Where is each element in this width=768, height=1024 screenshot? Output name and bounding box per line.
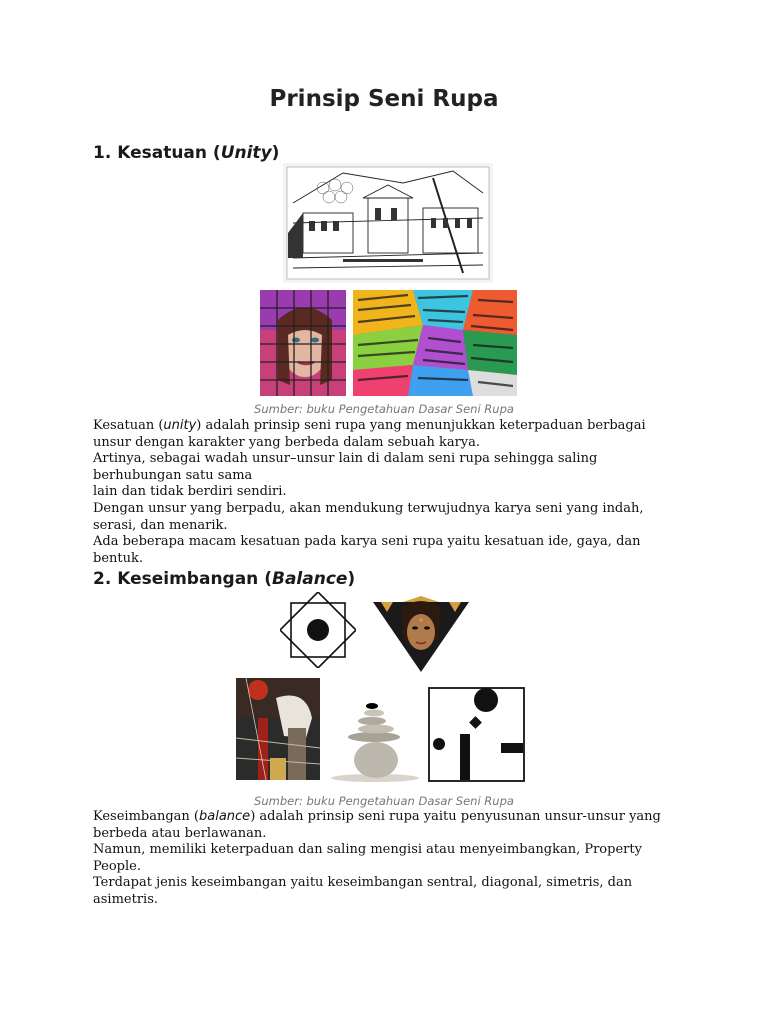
- page-title: Prinsip Seni Rupa: [269, 86, 499, 112]
- central-balance-image: [280, 592, 356, 668]
- unity-sketch-image: [283, 163, 493, 283]
- figure-caption-unity: Sumber: buku Pengetahuan Dasar Seni Rupa: [254, 402, 514, 416]
- colorful-zebras-image: [353, 290, 517, 396]
- paragraph-intro: Keseimbangan (balance) adalah prinsip seni rupa yaitu penyusunan unsur-unsur yang berbeda atau berlawanan.: [93, 809, 661, 841]
- diagonal-painting-image: [236, 678, 320, 780]
- paragraph-line: Terdapat jenis keseimbangan yaitu keseimbangan sentral, diagonal, simetris, dan asimetris.: [93, 875, 633, 907]
- symmetric-face-image: [373, 596, 469, 672]
- figure-caption-balance: Sumber: buku Pengetahuan Dasar Seni Rupa: [254, 794, 514, 808]
- paragraph-line: Dengan unsur yang berpadu, akan mendukung terwujudnya karya seni yang indah, serasi, dan menarik.: [93, 500, 644, 533]
- stacked-stones-image: [330, 700, 420, 782]
- section-heading-unity: 1. Kesatuan (Unity): [93, 143, 280, 163]
- section-body-balance: [93, 809, 683, 909]
- paragraph-line: Artinya, sebagai wadah unsur–unsur lain di dalam seni rupa sehingga saling berhubungan satu sama: [93, 451, 598, 483]
- section-heading-balance: 2. Keseimbangan (Balance): [93, 569, 356, 589]
- paragraph-intro: Kesatuan (unity) adalah prinsip seni rupa yang menunjukkan keterpaduan berbagai unsur dengan karakter yang berbeda dalam sebuah karya.: [93, 418, 646, 450]
- section-body-unity: [93, 418, 683, 567]
- asymmetric-balance-image: [428, 687, 525, 782]
- paragraph-line: Namun, memiliki keterpaduan dan saling mengisi atau menyeimbangkan, Property People.: [93, 842, 642, 874]
- paragraph-line: lain dan tidak berdiri sendiri.: [93, 484, 287, 500]
- grid-portrait-image: [260, 290, 346, 396]
- paragraph-line: Ada beberapa macam kesatuan pada karya seni rupa yaitu kesatuan ide, gaya, dan bentuk.: [93, 534, 641, 566]
